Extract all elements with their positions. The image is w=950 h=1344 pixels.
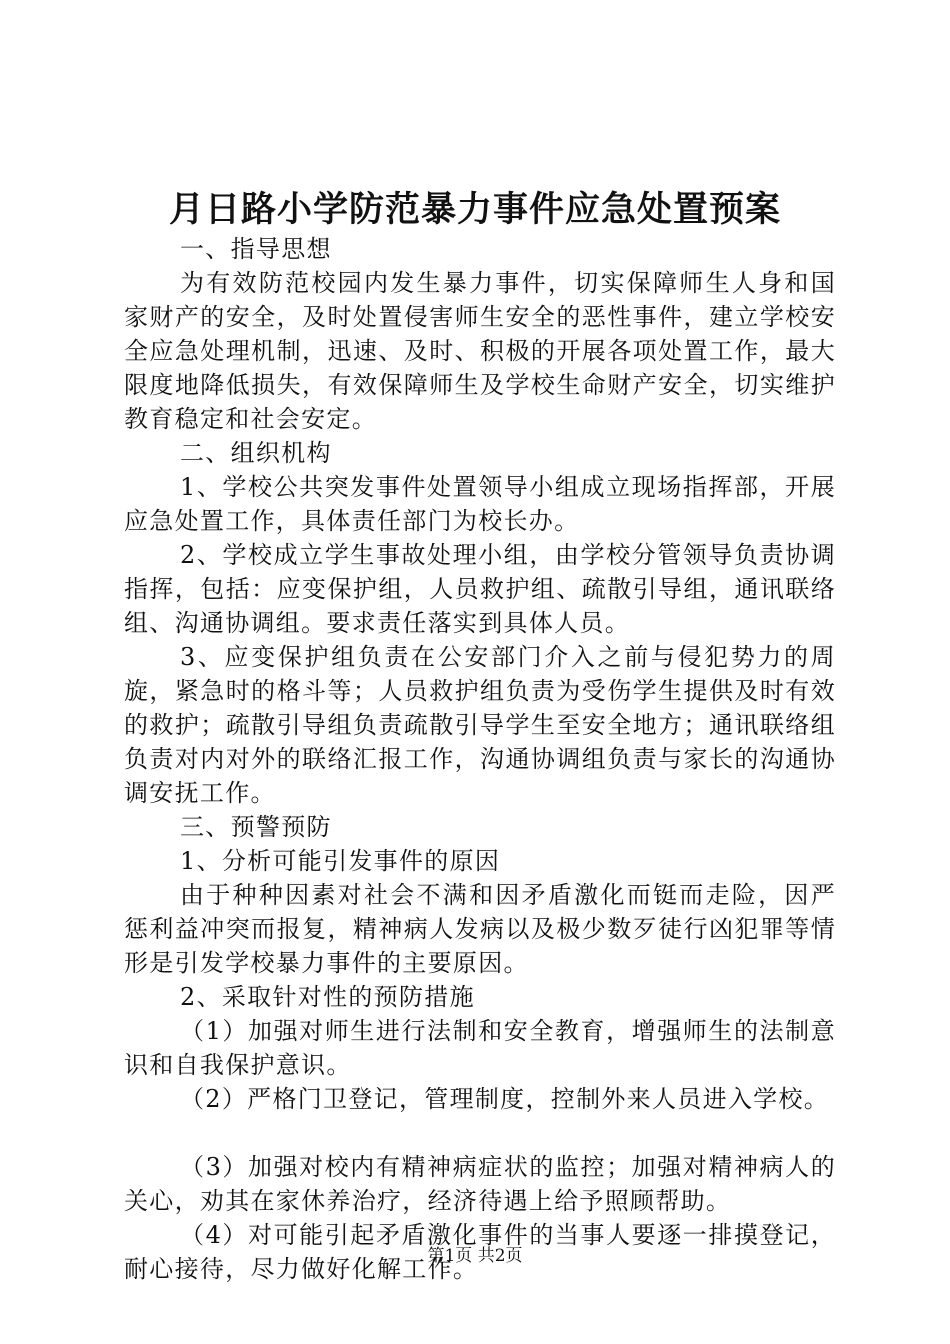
paragraph: 由于种种因素对社会不满和因矛盾激化而铤而走险，因严惩利益冲突而报复，精神病人发病以及极少数歹徒行凶犯罪等情形是引发学校暴力事件的主要原因。 — [124, 881, 836, 977]
section-heading-organization: 二、组织机构 — [180, 439, 332, 467]
list-item: （1）加强对师生进行法制和安全教育，增强师生的法制意识和自我保护意识。 — [124, 1017, 836, 1079]
page-footer: 第1页 共2页 — [427, 1246, 523, 1266]
paragraph: 为有效防范校园内发生暴力事件，切实保障师生人身和国家财产的安全，及时处置侵害师生安全的恶性事件，建立学校安全应急处理机制，迅速、及时、积极的开展各项处置工作，最大限度地降低损失，有效保障师生及学校生命财产安全，切实维护教育稳定和社会安定。 — [124, 269, 836, 433]
list-item: （2）严格门卫登记，管理制度，控制外来人员进入学校。 — [180, 1085, 830, 1113]
paragraph: 2、学校成立学生事故处理小组，由学校分管领导负责协调指挥，包括：应变保护组，人员救护组、疏散引导组，通讯联络组、沟通协调组。要求责任落实到具体人员。 — [124, 541, 836, 637]
document-title: 月日路小学防范暴力事件应急处置预案 — [168, 189, 781, 230]
subsection-heading: 2、采取针对性的预防措施 — [180, 983, 475, 1011]
paragraph: 3、应变保护组负责在公安部门介入之前与侵犯势力的周旋，紧急时的格斗等；人员救护组负责为受伤学生提供及时有效的救护；疏散引导组负责疏散引导学生至安全地方；通讯联络组负责对内对外的联络汇报工作，沟通协调组负责与家长的沟通协调安抚工作。 — [124, 643, 836, 807]
subsection-heading: 1、分析可能引发事件的原因 — [180, 847, 501, 875]
list-item: （3）加强对校内有精神病症状的监控；加强对精神病人的关心，劝其在家休养治疗，经济待遇上给予照顾帮助。 — [124, 1153, 836, 1215]
section-heading-guiding-ideology: 一、指导思想 — [180, 235, 332, 263]
paragraph: 1、学校公共突发事件处置领导小组成立现场指挥部，开展应急处置工作，具体责任部门为校长办。 — [124, 473, 836, 535]
section-heading-early-warning: 三、预警预防 — [180, 813, 332, 841]
list-item: （4）对可能引起矛盾激化事件的当事人要逐一排摸登记，耐心接待，尽力做好化解工作。 — [124, 1221, 836, 1283]
document-body — [124, 232, 836, 1286]
